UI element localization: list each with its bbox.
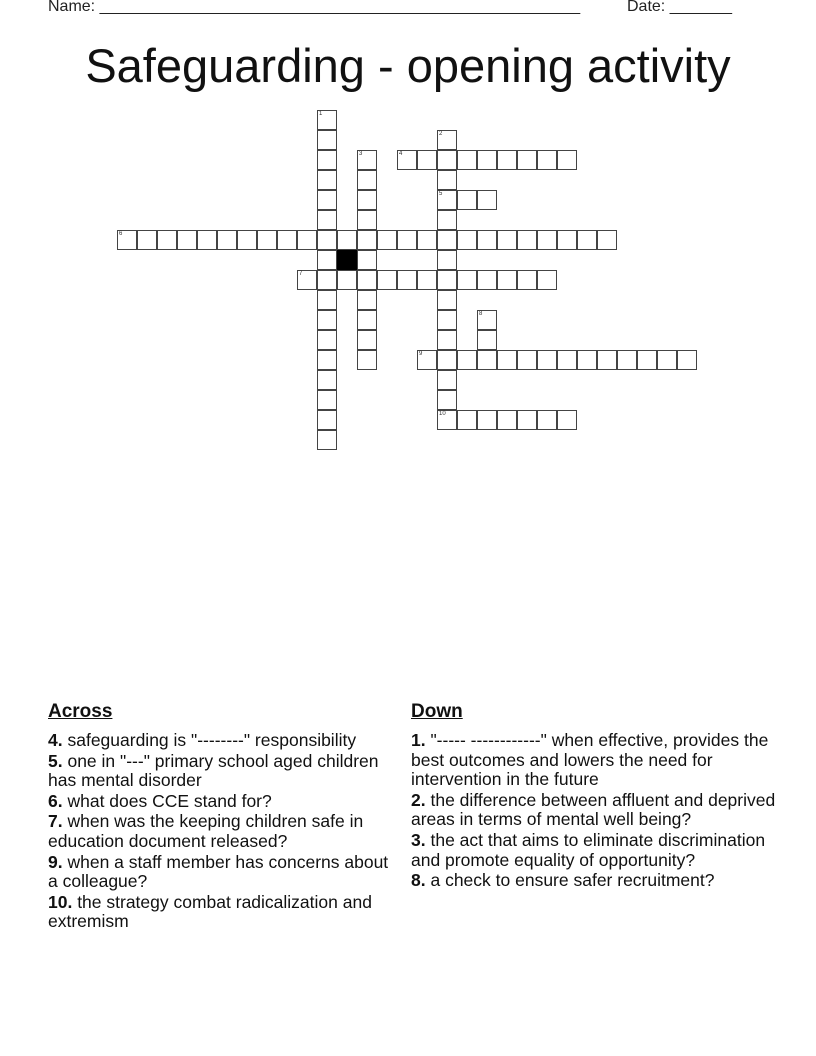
- grid-cell[interactable]: [437, 270, 457, 290]
- grid-cell[interactable]: [317, 270, 337, 290]
- across-clue: [48, 812, 398, 851]
- clue-number: 3.: [411, 829, 426, 850]
- clue-number-label: 5: [439, 191, 443, 197]
- grid-cell[interactable]: [537, 230, 557, 250]
- grid-cell[interactable]: [357, 330, 377, 350]
- grid-cell[interactable]: [357, 270, 377, 290]
- clue-number-label: 1: [319, 111, 323, 117]
- grid-cell[interactable]: [317, 130, 337, 150]
- grid-cell[interactable]: [437, 350, 457, 370]
- clue-number-label: 4: [399, 151, 403, 157]
- grid-cell[interactable]: [417, 150, 437, 170]
- grid-cell[interactable]: [537, 270, 557, 290]
- grid-cell[interactable]: [357, 170, 377, 190]
- grid-cell[interactable]: [437, 370, 457, 390]
- page-title: Safeguarding - opening activity: [85, 39, 731, 92]
- clue-number: 2.: [411, 789, 426, 810]
- grid-cell[interactable]: [357, 230, 377, 250]
- grid-cell[interactable]: [477, 310, 497, 330]
- grid-cell[interactable]: [277, 230, 297, 250]
- grid-cell[interactable]: [657, 350, 677, 370]
- grid-cell[interactable]: [357, 310, 377, 330]
- grid-cell[interactable]: [317, 290, 337, 310]
- grid-cell[interactable]: [257, 230, 277, 250]
- clue-text: the act that aims to eliminate discrimination and promote equality of opportunity?: [411, 829, 766, 870]
- clue-number-label: 3: [359, 151, 363, 157]
- grid-cell[interactable]: [437, 170, 457, 190]
- across-clue: [48, 792, 398, 812]
- grid-cell[interactable]: [317, 110, 337, 130]
- across-clue: [48, 893, 398, 932]
- grid-cell[interactable]: [477, 230, 497, 250]
- grid-cell[interactable]: [297, 270, 317, 290]
- across-clue: [48, 731, 398, 751]
- grid-cell[interactable]: [317, 410, 337, 430]
- grid-cell[interactable]: [477, 330, 497, 350]
- grid-cell[interactable]: [317, 230, 337, 250]
- grid-cell[interactable]: [497, 270, 517, 290]
- grid-cell[interactable]: [177, 230, 197, 250]
- grid-cell[interactable]: [357, 350, 377, 370]
- clue-number: 9.: [48, 851, 63, 872]
- clue-number-label: 6: [119, 231, 123, 237]
- grid-cell[interactable]: [497, 230, 517, 250]
- grid-cell[interactable]: [597, 230, 617, 250]
- grid-cell[interactable]: [637, 350, 657, 370]
- down-heading: Down: [411, 701, 463, 722]
- clue-text: safeguarding is "--------" responsibility: [62, 730, 357, 750]
- grid-cell[interactable]: [317, 250, 337, 270]
- grid-cell[interactable]: [477, 150, 497, 170]
- grid-cell[interactable]: [577, 230, 597, 250]
- grid-cell[interactable]: [437, 410, 457, 430]
- grid-cell[interactable]: [497, 410, 517, 430]
- grid-cell[interactable]: [437, 230, 457, 250]
- grid-cell[interactable]: [437, 290, 457, 310]
- clue-number-label: 2: [439, 131, 443, 137]
- grid-cell[interactable]: [337, 230, 357, 250]
- grid-cell[interactable]: [437, 330, 457, 350]
- grid-cell[interactable]: [357, 150, 377, 170]
- down-clue: [411, 831, 776, 870]
- across-clue: [48, 853, 398, 892]
- across-clue: [48, 752, 398, 791]
- grid-cell[interactable]: [497, 150, 517, 170]
- grid-cell[interactable]: [517, 230, 537, 250]
- clue-number: 1.: [411, 730, 426, 750]
- down-clue: [411, 871, 776, 891]
- grid-cell[interactable]: [497, 350, 517, 370]
- clue-number-label: 10: [439, 411, 446, 417]
- grid-cell[interactable]: [377, 270, 397, 290]
- grid-cell[interactable]: [317, 430, 337, 450]
- grid-cell[interactable]: [117, 230, 137, 250]
- clue-text: one in "---" primary school aged children has mental disorder: [48, 750, 379, 791]
- grid-cell[interactable]: [317, 210, 337, 230]
- grid-cell[interactable]: [437, 390, 457, 410]
- clue-number: 5.: [48, 750, 63, 771]
- clue-text: the difference between affluent and deprived areas in terms of mental well being?: [411, 789, 776, 830]
- across-clues: [48, 701, 398, 933]
- grid-cell[interactable]: [537, 150, 557, 170]
- grid-cell[interactable]: [417, 230, 437, 250]
- grid-cell[interactable]: [537, 350, 557, 370]
- grid-cell[interactable]: [437, 130, 457, 150]
- grid-cell[interactable]: [437, 210, 457, 230]
- grid-cell[interactable]: [677, 350, 697, 370]
- grid-cell[interactable]: [337, 270, 357, 290]
- grid-cell[interactable]: [397, 150, 417, 170]
- grid-cell[interactable]: [397, 270, 417, 290]
- clue-text: when was the keeping children safe in education document released?: [48, 811, 364, 851]
- grid-cell[interactable]: [357, 190, 377, 210]
- across-heading: Across: [48, 701, 113, 722]
- grid-cell[interactable]: [417, 350, 437, 370]
- clue-text: what does CCE stand for?: [62, 790, 272, 811]
- down-clues: [411, 701, 776, 892]
- clue-text: the strategy combat radicalization and extremism: [48, 891, 372, 932]
- grid-cell[interactable]: [517, 270, 537, 290]
- clue-text: a check to ensure safer recruitment?: [425, 870, 715, 891]
- clue-number: 4.: [48, 730, 63, 750]
- grid-cell[interactable]: [597, 350, 617, 370]
- grid-cell[interactable]: [317, 310, 337, 330]
- grid-cell[interactable]: [317, 330, 337, 350]
- grid-cell[interactable]: [457, 410, 477, 430]
- grid-cell[interactable]: [357, 210, 377, 230]
- grid-cell[interactable]: [557, 230, 577, 250]
- grid-cell[interactable]: [557, 150, 577, 170]
- clue-number: 8.: [411, 870, 426, 891]
- grid-cell[interactable]: [397, 230, 417, 250]
- grid-cell[interactable]: [377, 230, 397, 250]
- down-clue-list: [411, 731, 776, 891]
- grid-cell[interactable]: [437, 250, 457, 270]
- clue-text: when a staff member has concerns about a colleague?: [48, 851, 389, 892]
- grid-cell[interactable]: [457, 190, 477, 210]
- grid-cell[interactable]: [557, 350, 577, 370]
- grid-cell[interactable]: [197, 230, 217, 250]
- grid-cell[interactable]: [557, 410, 577, 430]
- grid-cell[interactable]: [517, 350, 537, 370]
- grid-cell[interactable]: [437, 190, 457, 210]
- grid-cell[interactable]: [457, 230, 477, 250]
- grid-cell[interactable]: [317, 150, 337, 170]
- grid-cell[interactable]: [317, 390, 337, 410]
- grid-cell[interactable]: [457, 270, 477, 290]
- grid-cell[interactable]: [437, 310, 457, 330]
- grid-cell[interactable]: [317, 170, 337, 190]
- grid-cell[interactable]: [617, 350, 637, 370]
- grid-cell[interactable]: [317, 190, 337, 210]
- crossword-grid: [0, 0, 816, 470]
- grid-cell[interactable]: [437, 150, 457, 170]
- grid-cell[interactable]: [477, 410, 497, 430]
- grid-cell[interactable]: [517, 150, 537, 170]
- grid-cell[interactable]: [137, 230, 157, 250]
- grid-cell[interactable]: [357, 250, 377, 270]
- grid-cell[interactable]: [157, 230, 177, 250]
- grid-cell[interactable]: [317, 350, 337, 370]
- clue-number: 6.: [48, 790, 63, 811]
- grid-cell[interactable]: [357, 290, 377, 310]
- grid-cell[interactable]: [417, 270, 437, 290]
- grid-cell[interactable]: [477, 190, 497, 210]
- grid-black-cell: [337, 250, 357, 270]
- grid-cell[interactable]: [477, 350, 497, 370]
- clue-text: "----- ------------" when effective, provides the best outcomes and lowers the need for intervention in the future: [411, 730, 769, 790]
- grid-cell[interactable]: [577, 350, 597, 370]
- grid-cell[interactable]: [517, 410, 537, 430]
- clue-number: 10.: [48, 891, 73, 912]
- down-clue: [411, 791, 776, 830]
- grid-cell[interactable]: [217, 230, 237, 250]
- clue-number-label: 8: [479, 311, 483, 317]
- grid-cell[interactable]: [317, 370, 337, 390]
- clue-number-label: 9: [419, 351, 423, 357]
- name-field-label: Name: ______________________________________________________: [48, 0, 581, 15]
- across-clue-list: [48, 731, 398, 932]
- down-clue: [411, 731, 776, 790]
- clue-number-label: 7: [299, 271, 303, 277]
- grid-cell[interactable]: [237, 230, 257, 250]
- clue-number: 7.: [48, 811, 63, 832]
- date-field-label: Date: _______: [627, 0, 732, 15]
- grid-cell[interactable]: [477, 270, 497, 290]
- grid-cell[interactable]: [457, 350, 477, 370]
- grid-cell[interactable]: [457, 150, 477, 170]
- grid-cell[interactable]: [537, 410, 557, 430]
- grid-cell[interactable]: [297, 230, 317, 250]
